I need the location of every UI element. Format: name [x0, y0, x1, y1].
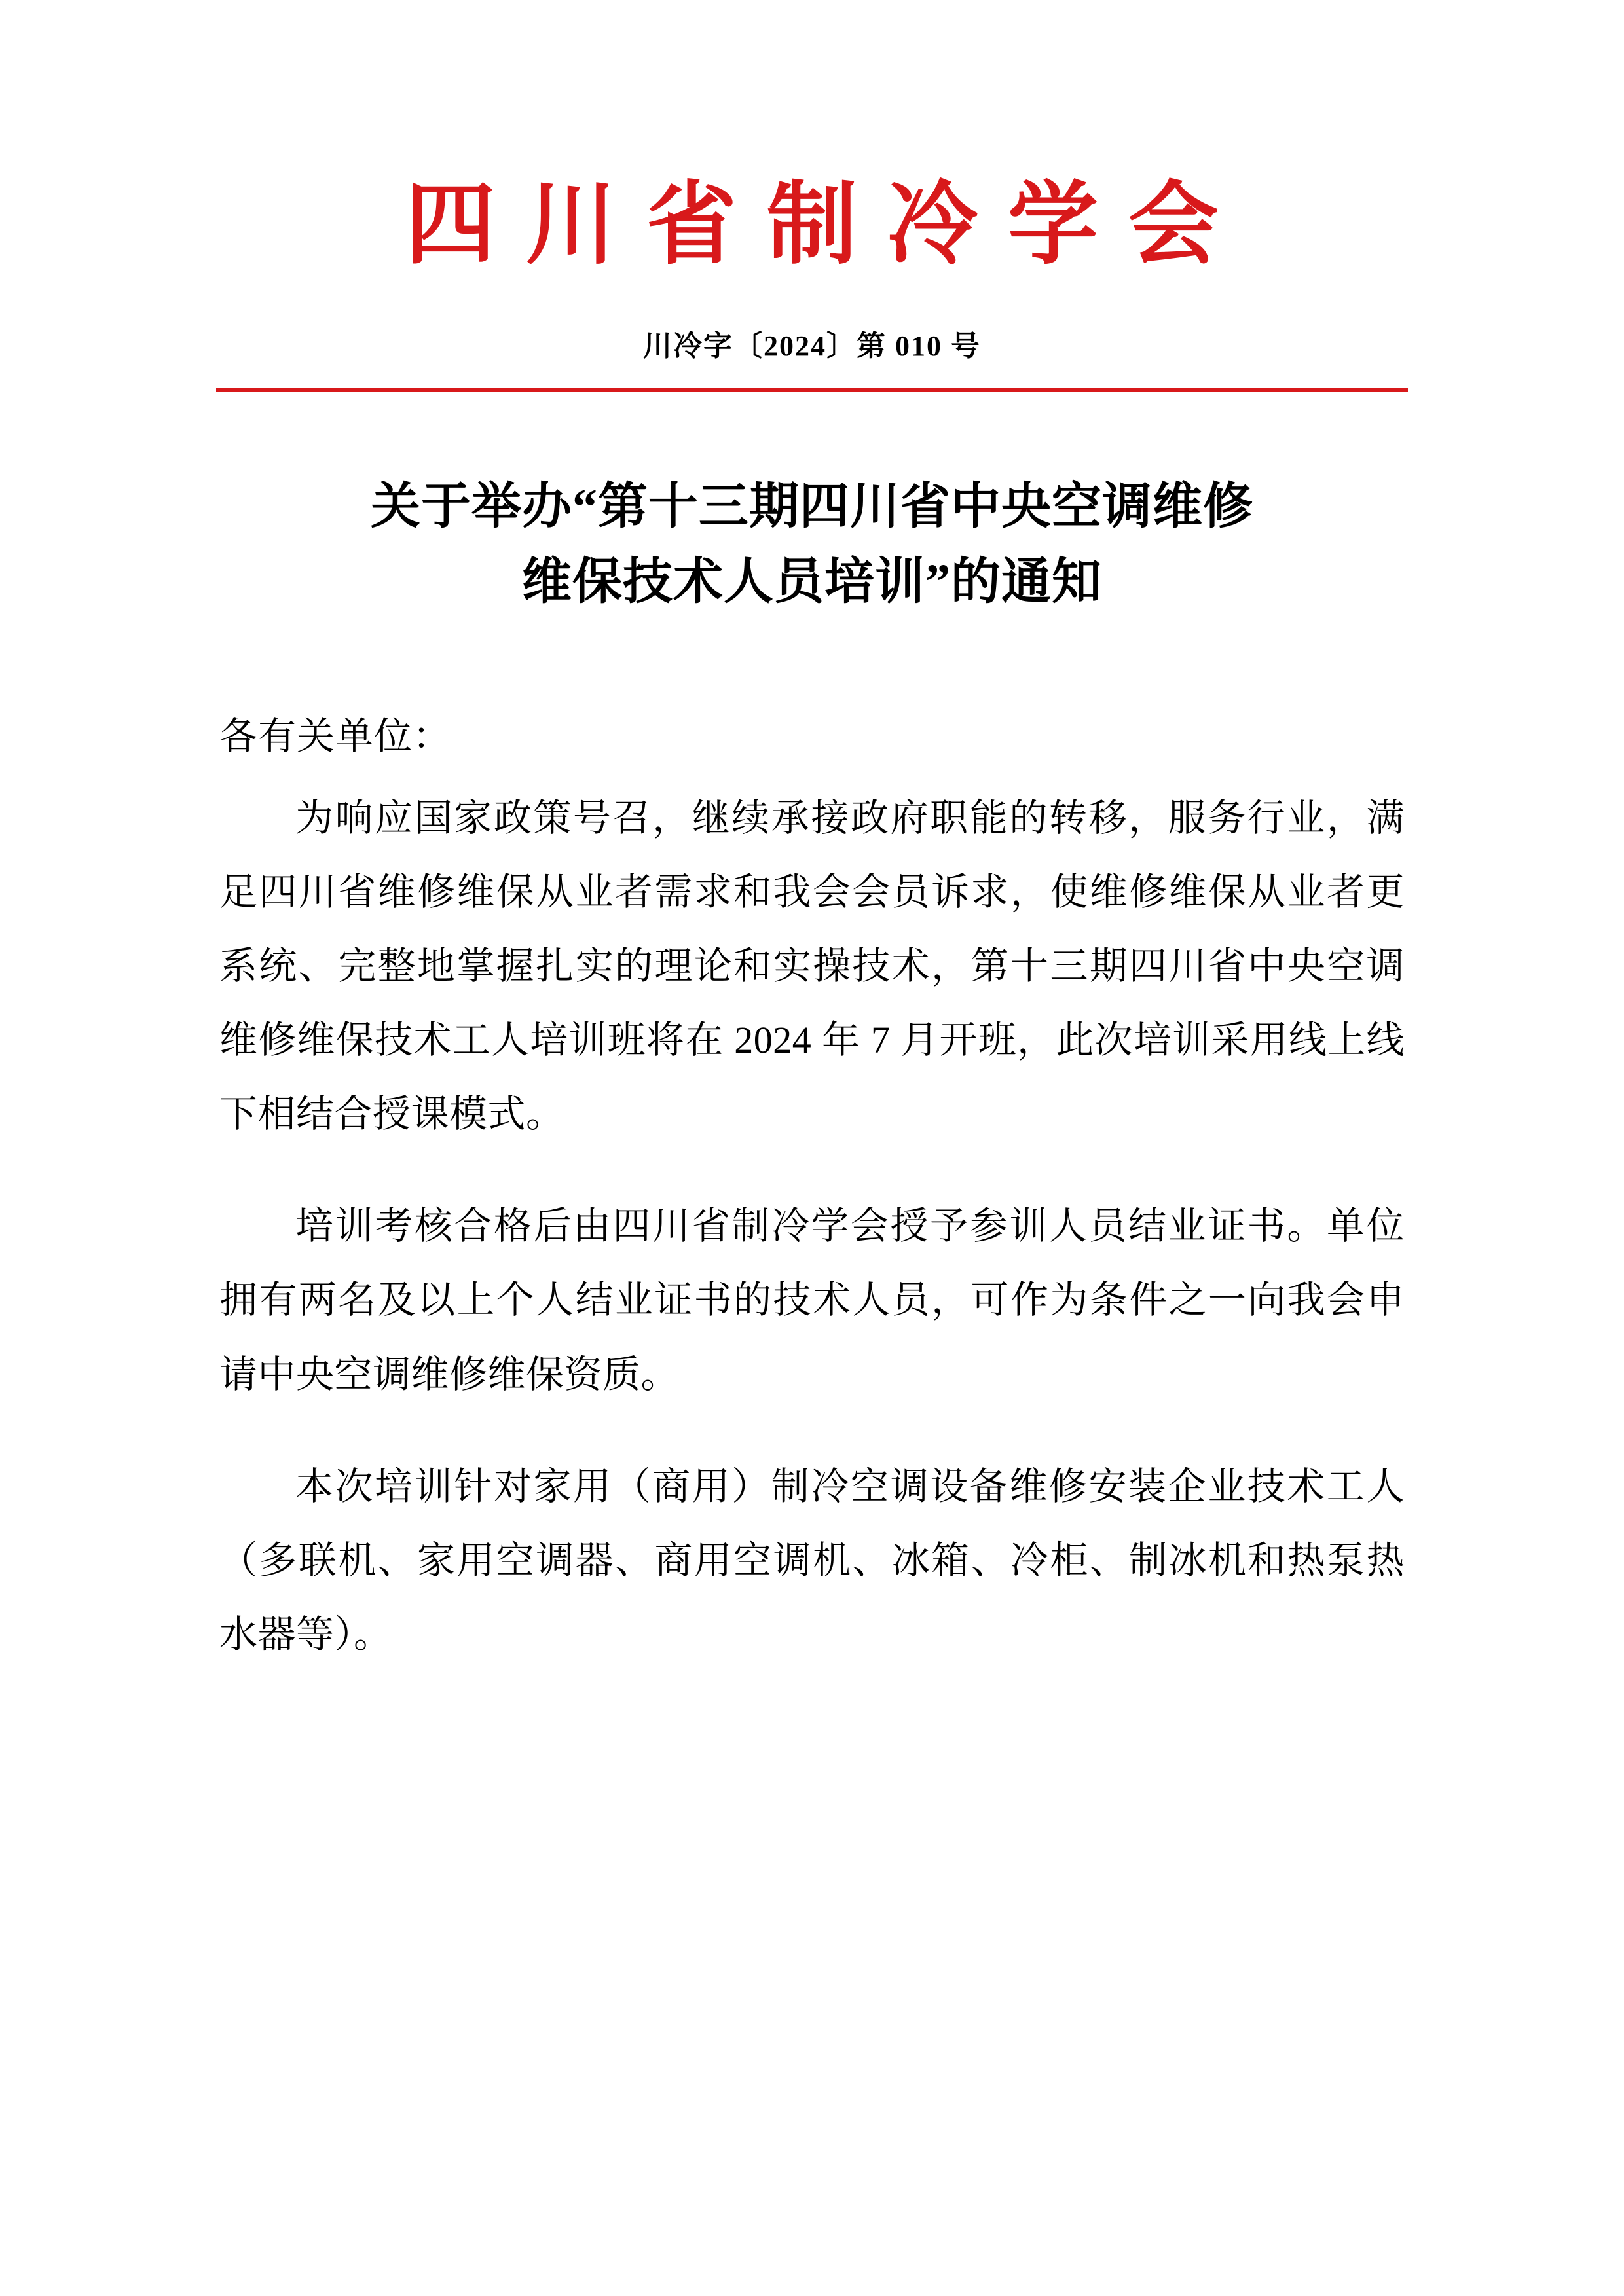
- document-number: 川冷字〔2024〕第 010 号: [643, 329, 981, 362]
- page-title-line-2: 维保技术人员培训”的通知: [522, 555, 1102, 610]
- salutation: 各有关单位：: [219, 714, 452, 757]
- body-paragraph-3: 本次培训针对家用（商用）制冷空调设备维修安装企业技术工人（多联机、家用空调器、商用空调机、冰箱、冷柜、制冰机和热泵热水器等）。: [219, 1465, 1405, 1656]
- body-paragraph-1: 为响应国家政策号召，继续承接政府职能的转移，服务行业，满足四川省维修维保从业者需求和我会会员诉求，使维修维保从业者更系统、完整地掌握扎实的理论和实操技术，第十三期四川省中央空调维修维保技术工人培训班将在 2024 年 7 月开班，此次培训采用线上线下相结合授课模式。: [219, 796, 1405, 1136]
- page-title: [249, 469, 1375, 621]
- body-paragraph-2: 培训考核合格后由四川省制冷学会授予参训人员结业证书。单位拥有两名及以上个人结业证书的技术人员，可作为条件之一向我会申请中央空调维修维保资质。: [219, 1205, 1405, 1396]
- page-title-line-1: 关于举办“第十三期四川省中央空调维修: [371, 479, 1253, 534]
- red-divider-rule: [216, 388, 1408, 392]
- organization-title: 四川省制冷学会: [405, 175, 1249, 275]
- document-body: [219, 699, 1405, 1671]
- letterhead: [0, 0, 1624, 392]
